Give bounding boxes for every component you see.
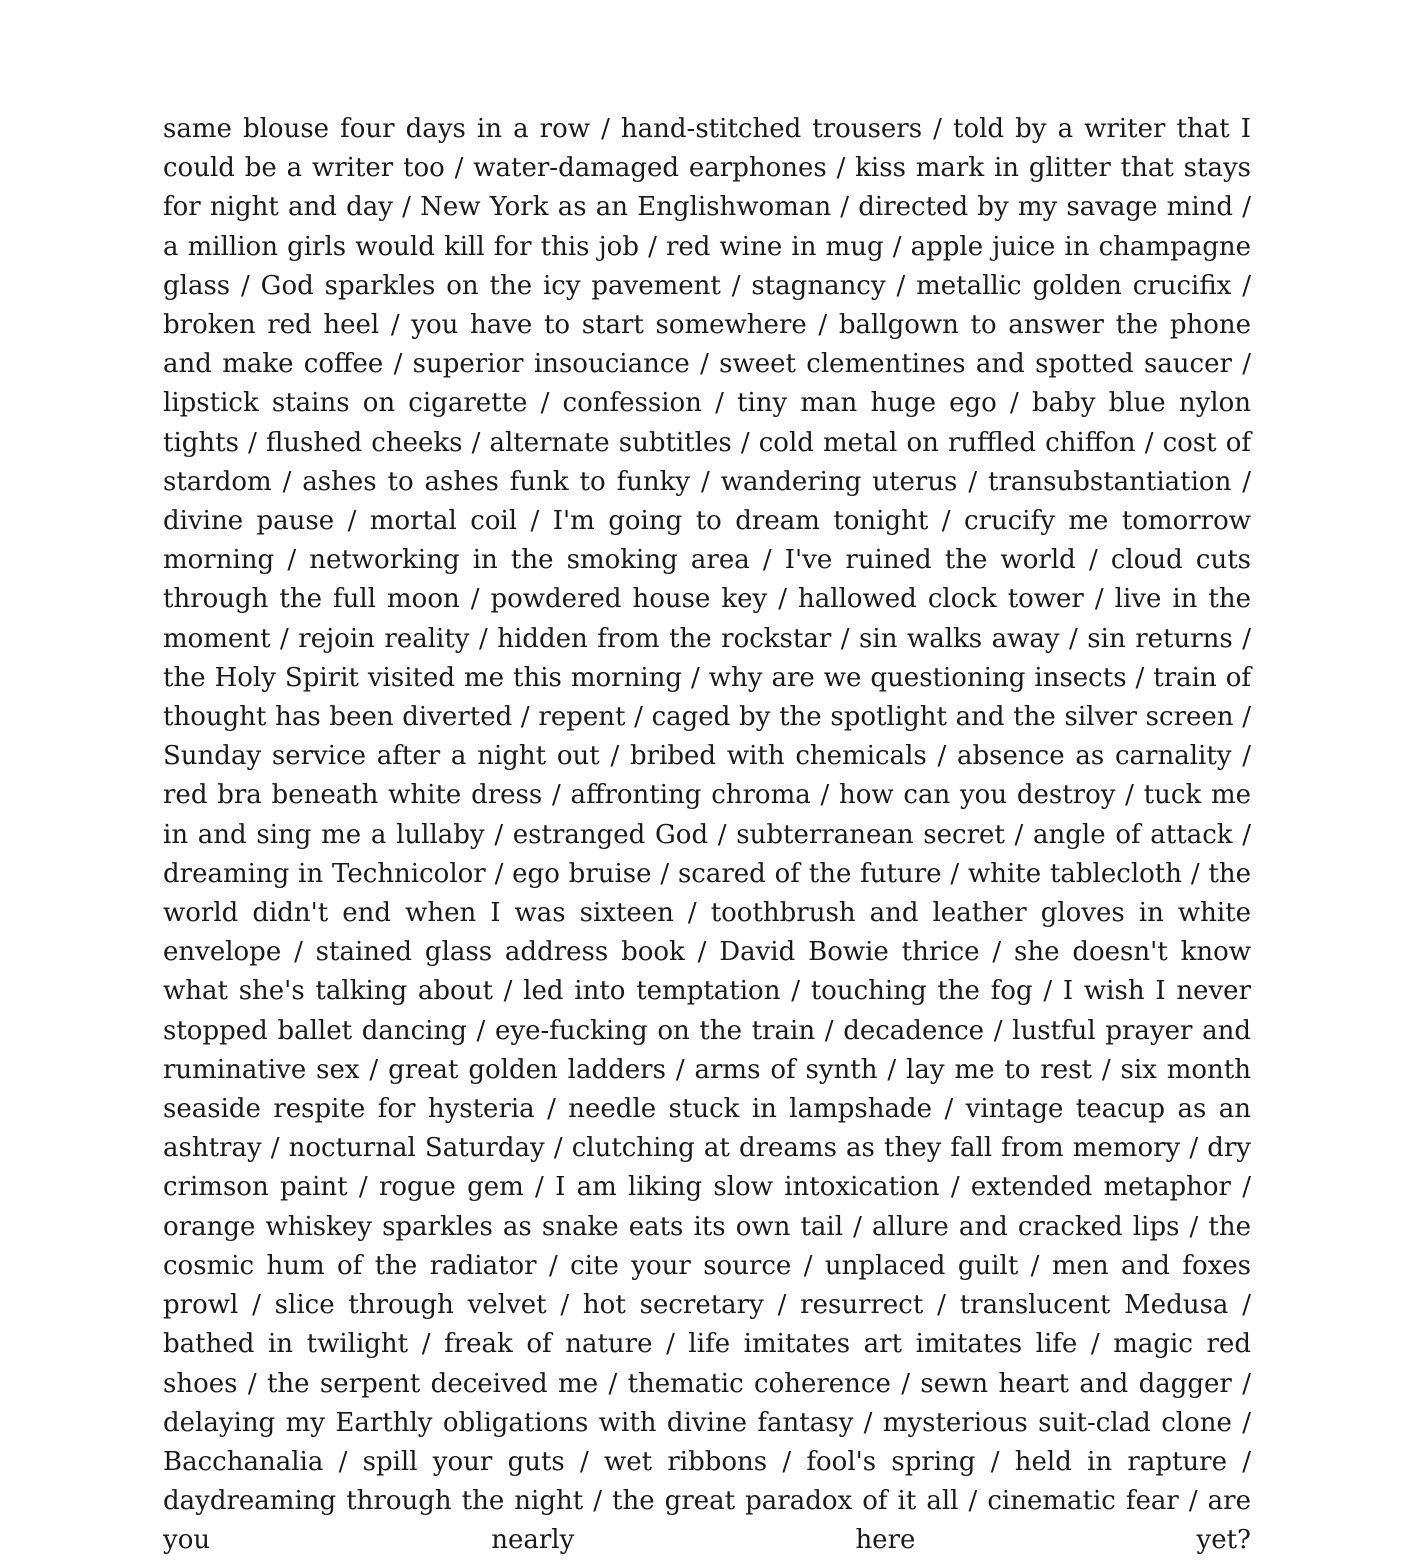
- poem-text-block: [163, 110, 1251, 1561]
- poem-paragraph: same blouse four days in a row / hand-stitched trousers / told by a writer that I could be a writer too / water-damaged earphones / kiss mark in glitter that stays for night and day / New York as an Englishwoman / directed by my savage mind / a million girls would kill for this job / red wine in mug / apple juice in champagne glass / God sparkles on the icy pavement / stagnancy / metallic golden crucifix / broken red heel / you have to start somewhere / ballgown to answer the phone and make coffee / superior insouciance / sweet clementines and spotted saucer / lipstick stains on cigarette / confession / tiny man huge ego / baby blue nylon tights / flushed cheeks / alternate subtitles / cold metal on ruffled chiffon / cost of stardom / ashes to ashes funk to funky / wandering uterus / transubstantiation / divine pause / mortal coil / I'm going to dream tonight / crucify me tomorrow morning / networking in the smoking area / I've ruined the world / cloud cuts through the full moon / powdered house key / hallowed clock tower / live in the moment / rejoin reality / hidden from the rockstar / sin walks away / sin returns / the Holy Spirit visited me this morning / why are we questioning insects / train of thought has been diverted / repent / caged by the spotlight and the silver screen / Sunday service after a night out / bribed with chemicals / absence as carnality / red bra beneath white dress / affronting chroma / how can you destroy / tuck me in and sing me a lullaby / estranged God / subterranean secret / angle of attack / dreaming in Technicolor / ego bruise / scared of the future / white tablecloth / the world didn't end when I was sixteen / toothbrush and leather gloves in white envelope / stained glass address book / David Bowie thrice / she doesn't know what she's talking about / led into temptation / touching the fog / I wish I never stopped ballet dancing / eye-fucking on the train / decadence / lustful prayer and ruminative sex / great golden ladders / arms of synth / lay me to rest / six month seaside respite for hysteria / needle stuck in lampshade / vintage teacup as an ashtray / nocturnal Saturday / clutching at dreams as they fall from memory / dry crimson paint / rogue gem / I am liking slow intoxication / extended metaphor / orange whiskey sparkles as snake eats its own tail / allure and cracked lips / the cosmic hum of the radiator / cite your source / unplaced guilt / men and foxes prowl / slice through velvet / hot secretary / resurrect / translucent Medusa / bathed in twilight / freak of nature / life imitates art imitates life / magic red shoes / the serpent deceived me / thematic coherence / sewn heart and dagger / delaying my Earthly obligations with divine fantasy / mysterious suit-clad clone / Bacchanalia / spill your guts / wet ribbons / fool's spring / held in rapture / daydreaming through the night / the great paradox of it all / cinematic fear / are you nearly here yet?: [163, 114, 1251, 1556]
